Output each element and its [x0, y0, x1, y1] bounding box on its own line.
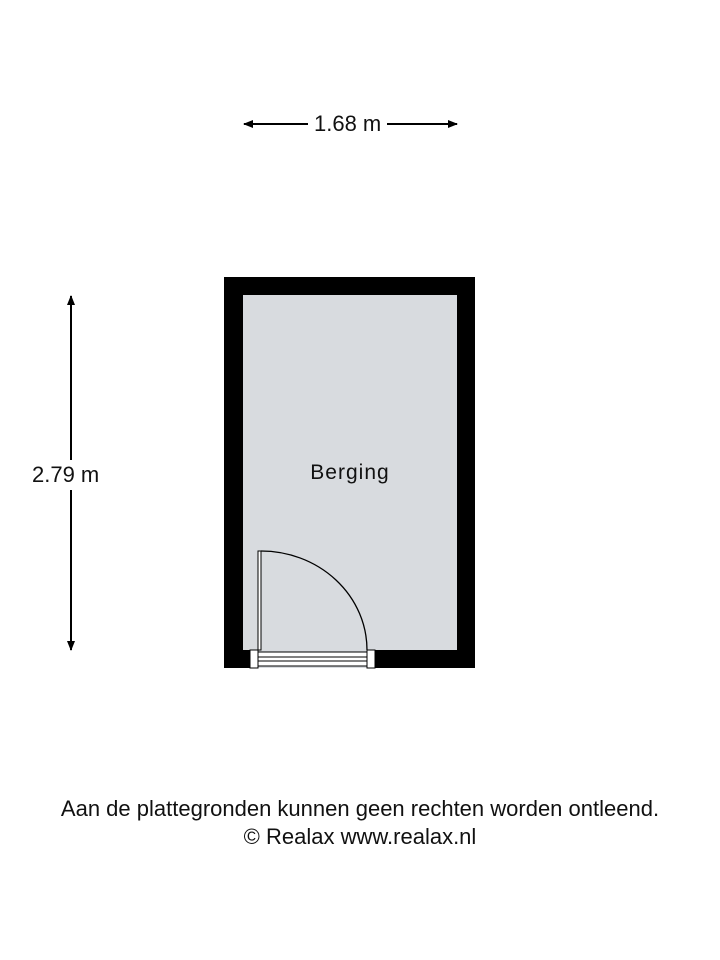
- wall-top: [224, 277, 475, 295]
- door-leaf: [258, 551, 261, 650]
- wall-bottom-left: [224, 650, 250, 668]
- width-dimension-label: 1.68 m: [308, 111, 387, 137]
- copyright-text: © Realax www.realax.nl: [243, 824, 477, 849]
- wall-left: [224, 277, 243, 668]
- room-label: Berging: [310, 461, 390, 484]
- door-threshold: [250, 650, 375, 668]
- wall-bottom-right: [375, 650, 475, 668]
- wall-right: [457, 277, 475, 668]
- disclaimer-text: Aan de plattegronden kunnen geen rechten worden ontleend.: [60, 796, 660, 821]
- height-dimension-label: 2.79 m: [30, 460, 101, 490]
